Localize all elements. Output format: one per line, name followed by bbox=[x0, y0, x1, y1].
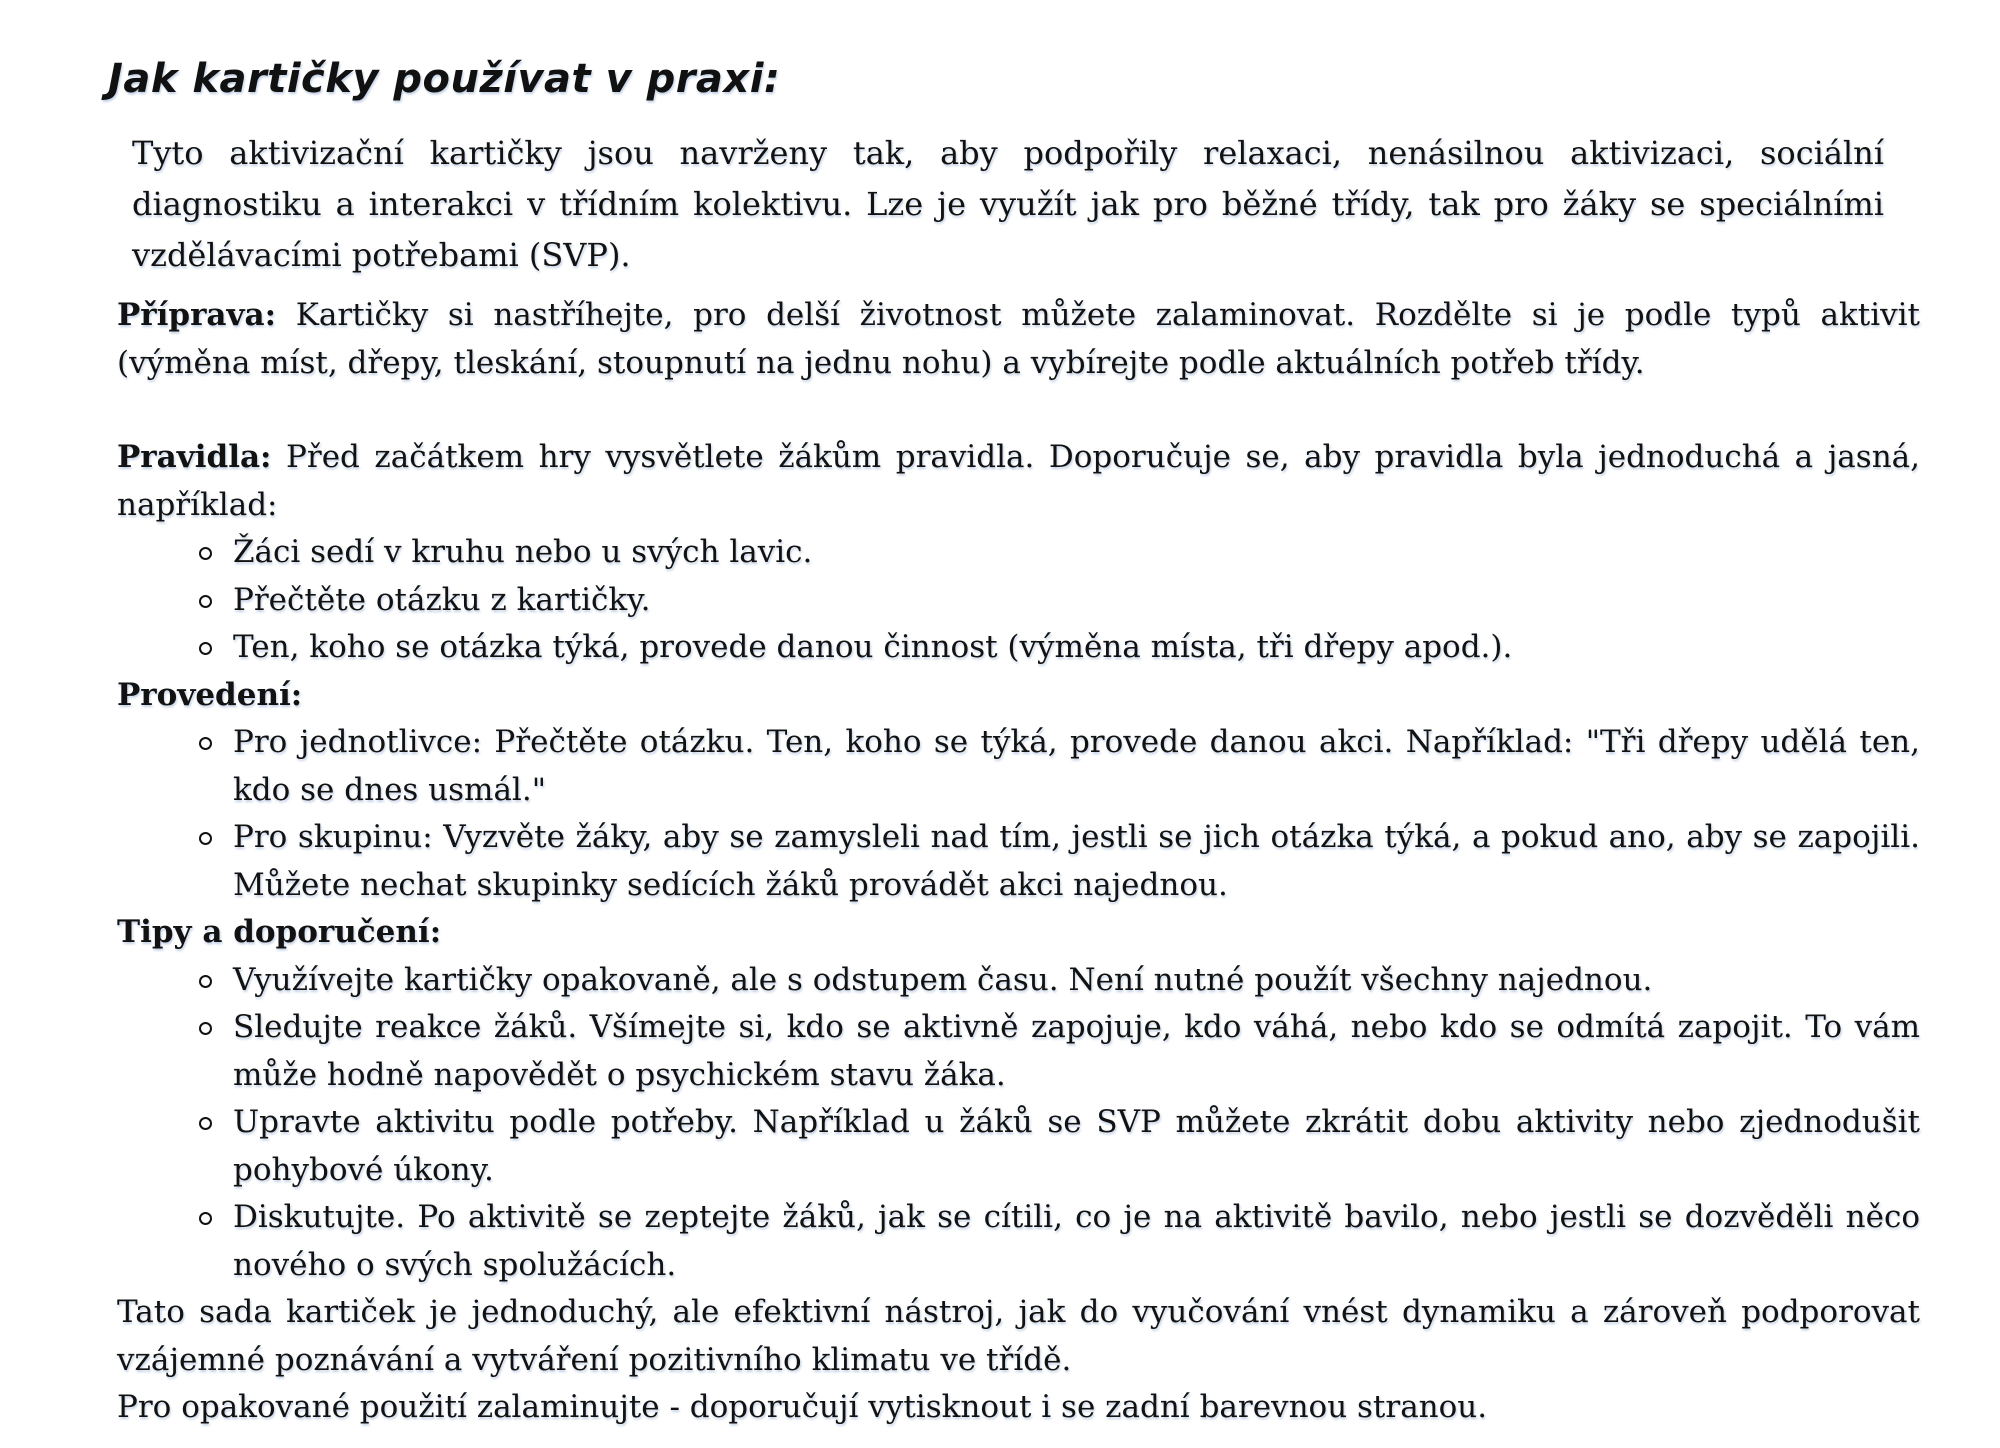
pravidla-paragraph bbox=[117, 434, 1920, 529]
circle-bullet-icon bbox=[199, 832, 212, 845]
tipy-list bbox=[117, 957, 1920, 1290]
list-item: Žáci sedí v kruhu nebo u svých lavic. bbox=[233, 529, 1920, 577]
pravidla-text: Před začátkem hry vysvětlete žákům pravidla. Doporučuje se, aby pravidla byla jednoduchá a jasná, například: bbox=[117, 439, 1920, 523]
list-item: Ten, koho se otázka týká, provede danou činnost (výměna místa, tři dřepy apod.). bbox=[233, 624, 1920, 672]
provedeni-heading: Provedení: bbox=[117, 676, 303, 713]
paragraph-gap bbox=[117, 387, 1920, 434]
pravidla-list bbox=[117, 529, 1920, 672]
circle-bullet-icon bbox=[199, 642, 212, 655]
list-item: Diskutujte. Po aktivitě se zeptejte žáků, jak se cítili, co je na aktivitě bavilo, nebo jestli se dozvěděli něco nového o svých spolužácích. bbox=[233, 1194, 1920, 1289]
page-title: Jak kartičky používat v praxi: bbox=[108, 56, 781, 102]
circle-bullet-icon bbox=[199, 1022, 212, 1035]
pravidla-label: Pravidla: bbox=[117, 439, 272, 475]
priprava-paragraph bbox=[117, 292, 1920, 387]
priprava-label: Příprava: bbox=[117, 297, 277, 333]
circle-bullet-icon bbox=[199, 975, 212, 988]
note-paragraph: Pro opakované použití zalaminujte - doporučují vytisknout i se zadní barevnou stranou. bbox=[117, 1389, 1488, 1425]
document-body bbox=[117, 292, 1920, 1432]
list-item: Přečtěte otázku z kartičky. bbox=[233, 577, 1920, 625]
priprava-text: Kartičky si nastříhejte, pro delší životnost můžete zalaminovat. Rozdělte si je podle typů aktivit (výměna míst, dřepy, tleskání, stoupnutí na jednu nohu) a vybírejte podle aktuálních potřeb třídy. bbox=[117, 297, 1920, 381]
circle-bullet-icon bbox=[199, 595, 212, 608]
tipy-heading: Tipy a doporučení: bbox=[117, 914, 442, 950]
conclusion-paragraph: Tato sada kartiček je jednoduchý, ale efektivní nástroj, jak do vyučování vnést dynamiku a zároveň podporovat vzájemné poznávání a vytváření pozitivního klimatu ve třídě. bbox=[117, 1294, 1920, 1378]
list-item: Využívejte kartičky opakovaně, ale s odstupem času. Není nutné použít všechny najednou. bbox=[233, 957, 1920, 1005]
circle-bullet-icon bbox=[199, 737, 212, 750]
list-item: Sledujte reakce žáků. Všímejte si, kdo se aktivně zapojuje, kdo váhá, nebo kdo se odmítá zapojit. To vám může hodně napovědět o psychickém stavu žáka. bbox=[233, 1004, 1920, 1099]
circle-bullet-icon bbox=[199, 1117, 212, 1130]
list-item: Upravte aktivitu podle potřeby. Například u žáků se SVP můžete zkrátit dobu aktivity nebo zjednodušit pohybové úkony. bbox=[233, 1099, 1920, 1194]
intro-paragraph: Tyto aktivizační kartičky jsou navrženy tak, aby podpořily relaxaci, nenásilnou aktivizaci, sociální diagnostiku a interakci v třídním kolektivu. Lze je využít jak pro běžné třídy, tak pro žáky se speciálními vzdělávacími potřebami (SVP). bbox=[132, 134, 1884, 274]
provedeni-list bbox=[117, 719, 1920, 909]
list-item: Pro skupinu: Vyzvěte žáky, aby se zamysleli nad tím, jestli se jich otázka týká, a pokud ano, aby se zapojili. Můžete nechat skupinky sedících žáků provádět akci najednou. bbox=[233, 814, 1920, 909]
list-item: Pro jednotlivce: Přečtěte otázku. Ten, koho se týká, provede danou akci. Například: "Tři dřepy udělá ten, kdo se dnes usmál." bbox=[233, 719, 1920, 814]
circle-bullet-icon bbox=[199, 1212, 212, 1225]
circle-bullet-icon bbox=[199, 547, 212, 560]
